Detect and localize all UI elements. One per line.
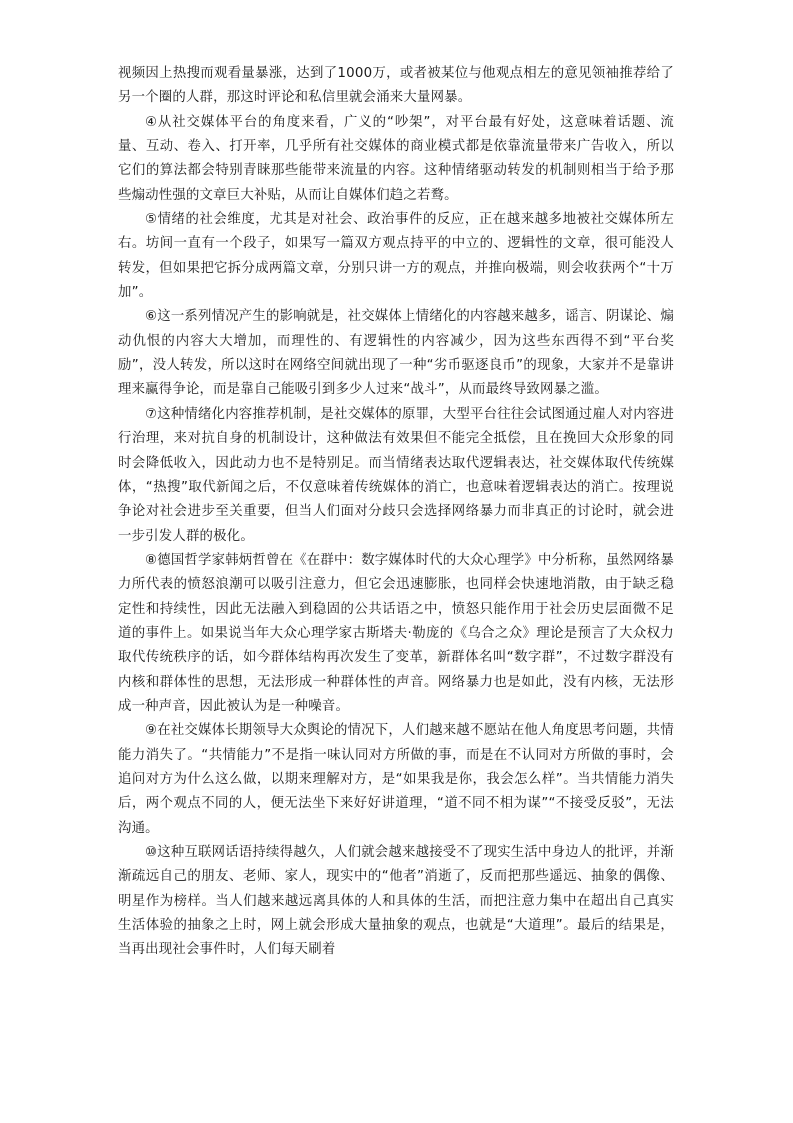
document-page	[118, 62, 674, 963]
paragraph-9: ⑨在社交媒体长期领导大众舆论的情况下，人们越来越不愿站在他人角度思考问题，共情能力消失了。“共情能力”不是指一味认同对方所做的事，而是在不认同对方所做的事时，会追问对方为什么这么做，以期来理解对方，是“如果我是你，我会怎么样”。当共情能力消失后，两个观点不同的人，便无法坐下来好好讲道理，“道不同不相为谋”“不接受反驳”，无法沟通。	[118, 723, 674, 836]
paragraph-continued: 视频因上热搜而观看量暴涨，达到了1000万，或者被某位与他观点相左的意见领袖推荐给了另一个圈的人群，那这时评论和私信里就会涌来大量网暴。	[118, 66, 674, 106]
paragraph-6: ⑥这一系列情况产生的影响就是，社交媒体上情绪化的内容越来越多，谣言、阴谋论、煽动仇恨的内容大大增加，而理性的、有逻辑性的内容减少，因为这些东西得不到“平台奖励”，没人转发，所以这时在网络空间就出现了一种“劣币驱逐良币”的现象，大家并不是靠讲理来赢得争论，而是靠自己能吸引到多少人过来“战斗”，从而最终导致网暴之滥。	[118, 309, 674, 398]
paragraph-10: ⑩这种互联网话语持续得越久，人们就会越来越接受不了现实生活中身边人的批评，并渐渐疏远自己的朋友、老师、家人，现实中的“他者”消逝了，反而把那些遥远、抽象的偶像、明星作为榜样。当人们越来越远离具体的人和具体的生活，而把注意力集中在超出自己真实生活体验的抽象之上时，网上就会形成大量抽象的观点，也就是“大道理”。最后的结果是，当再出现社会事件时，人们每天刷着	[118, 845, 674, 958]
paragraph-5: ⑤情绪的社会维度，尤其是对社会、政治事件的反应，正在越来越多地被社交媒体所左右。坊间一直有一个段子，如果写一篇双方观点持平的中立的、逻辑性的文章，很可能没人转发，但如果把它拆分成两篇文章，分别只讲一方的观点，并推向极端，则会收获两个“十万加”。	[118, 212, 674, 301]
paragraph-4: ④从社交媒体平台的角度来看，广义的“吵架”，对平台最有好处，这意味着话题、流量、互动、卷入、打开率，几乎所有社交媒体的商业模式都是依靠流量带来广告收入，所以它们的算法都会特别青睐那些能带来流量的内容。这种情绪驱动转发的机制则相当于给予那些煽动性强的文章巨大补贴，从而让自媒体们趋之若鹜。	[118, 114, 674, 203]
paragraph-7: ⑦这种情绪化内容推荐机制，是社交媒体的原罪，大型平台往往会试图通过雇人对内容进行治理，来对抗自身的机制设计，这种做法有效果但不能完全抵偿，且在挽回大众形象的同时会降低收入，因此动力也不是特别足。而当情绪表达取代逻辑表达，社交媒体取代传统媒体，“热搜”取代新闻之后，不仅意味着传统媒体的消亡，也意味着逻辑表达的消亡。按理说争论对社会进步至关重要，但当人们面对分歧只会选择网络暴力而非真正的讨论时，就会进一步引发人群的极化。	[118, 406, 674, 544]
paragraph-8: ⑧德国哲学家韩炳哲曾在《在群中：数字媒体时代的大众心理学》中分析称，虽然网络暴力所代表的愤怒浪潮可以吸引注意力，但它会迅速膨胀，也同样会快速地消散，由于缺乏稳定性和持续性，因此无法融入到稳固的公共话语之中，愤怒只能作用于社会历史层面微不足道的事件上。如果说当年大众心理学家古斯塔夫·勒庞的《乌合之众》理论是预言了大众权力取代传统秩序的话，如今群体结构再次发生了变革，新群体名叫“数字群”，不过数字群没有内核和群体性的思想，无法形成一种群体性的声音。网络暴力也是如此，没有内核，无法形成一种声音，因此被认为是一种噪音。	[118, 552, 674, 714]
